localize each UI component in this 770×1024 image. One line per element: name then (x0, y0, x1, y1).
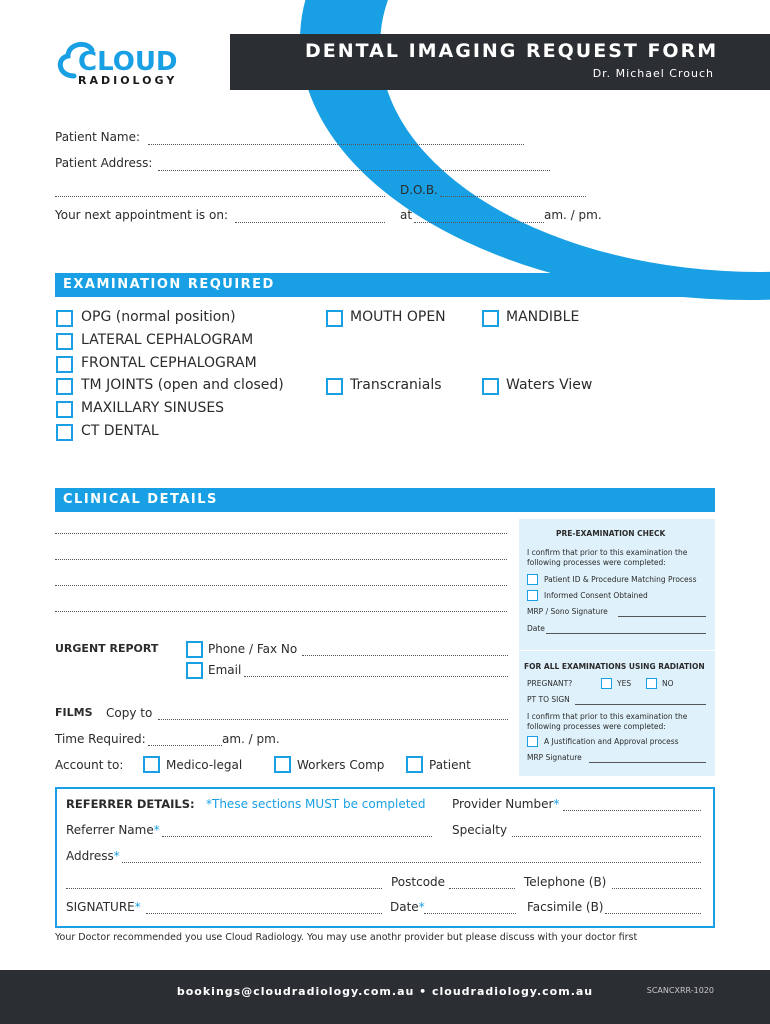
medico-legal-checkbox[interactable] (143, 756, 160, 773)
pre-exam-confirm-1: I confirm that prior to this examination the (527, 548, 688, 557)
pt-to-sign-field[interactable] (575, 704, 706, 705)
copy-to-field[interactable] (158, 719, 508, 720)
address-field[interactable] (122, 862, 701, 863)
maxillary-sinuses-label: MAXILLARY SINUSES (81, 400, 225, 416)
films-label: FILMS (55, 706, 93, 719)
postcode-label: Postcode (391, 875, 446, 889)
urgent-phone-fax-checkbox[interactable] (186, 641, 203, 658)
frontal-ceph-checkbox[interactable] (56, 356, 73, 373)
justification-checkbox[interactable] (527, 736, 538, 747)
phone-fax-label: Phone / Fax No (208, 642, 298, 656)
specialty-label: Specialty (452, 823, 508, 837)
fax-line (623, 106, 714, 117)
justification-label: A Justification and Approval process (544, 737, 679, 746)
address-required: * (113, 849, 120, 863)
referrer-date-label (390, 900, 425, 914)
referrer-name-text: Referrer Name (66, 823, 154, 837)
facsimile-field[interactable] (605, 913, 701, 914)
mrp-sono-field[interactable] (618, 616, 706, 617)
specialty-field[interactable] (512, 836, 701, 837)
address-text: Address (66, 849, 114, 863)
informed-consent-label: Informed Consent Obtained (544, 591, 648, 600)
opg-checkbox[interactable] (56, 310, 73, 327)
doctor-note: Your Doctor recommended you use Cloud Radiology. You may use anothr provider but please discuss with your doctor first (55, 932, 638, 943)
signature-field[interactable] (146, 913, 382, 914)
patient-id-checkbox[interactable] (527, 574, 538, 585)
copy-to-label: Copy to (106, 706, 153, 720)
postcode-field[interactable] (449, 888, 515, 889)
pregnant-no-label: NO (662, 679, 674, 688)
clinical-line-2[interactable] (55, 559, 507, 560)
phone-fax-field[interactable] (302, 655, 508, 656)
workers-comp-checkbox[interactable] (274, 756, 291, 773)
patient-address-field[interactable] (158, 170, 550, 171)
time-required-label: Time Required: (55, 732, 146, 746)
clinical-line-4[interactable] (55, 611, 507, 612)
appointment-date-field[interactable] (235, 222, 385, 223)
referrer-date-required: * (418, 900, 425, 914)
lateral-ceph-label: LATERAL CEPHALOGRAM (81, 332, 254, 348)
account-to-label: Account to: (55, 758, 124, 772)
urgent-email-checkbox[interactable] (186, 662, 203, 679)
patient-name-field[interactable] (148, 144, 524, 145)
radiation-heading: FOR ALL EXAMINATIONS USING RADIATION (524, 662, 705, 671)
clinical-line-3[interactable] (55, 585, 507, 586)
provider-number-field[interactable] (563, 810, 701, 811)
patient-name-label: Patient Name: (55, 130, 141, 144)
required-note: *These sections MUST be completed (206, 797, 426, 811)
email-label: Email (208, 663, 242, 677)
phone-line (627, 93, 714, 104)
signature-required: * (134, 900, 141, 914)
address-label (66, 849, 120, 863)
provider-number-label (452, 797, 559, 811)
radiation-confirm-1: I confirm that prior to this examination the (527, 712, 688, 721)
maxillary-sinuses-checkbox[interactable] (56, 401, 73, 418)
pregnant-yes-checkbox[interactable] (601, 678, 612, 689)
form-code: SCANCXRR-1020 (646, 986, 714, 995)
footer-contact[interactable]: bookings@cloudradiology.com.au • cloudradiology.com.au (176, 985, 594, 998)
logo-radiology-text: RADIOLOGY (78, 74, 178, 87)
transcranials-checkbox[interactable] (326, 378, 343, 395)
patient-id-label: Patient ID & Procedure Matching Process (544, 575, 697, 584)
mrp-signature-label: MRP Signature (527, 753, 582, 762)
referrer-name-required: * (153, 823, 160, 837)
mrp-sono-label: MRP / Sono Signature (527, 607, 608, 616)
time-required-field[interactable] (148, 745, 222, 746)
informed-consent-checkbox[interactable] (527, 590, 538, 601)
mandible-checkbox[interactable] (482, 310, 499, 327)
fax-number: 07 2112 2001 (644, 106, 714, 117)
referrer-name-label (66, 823, 160, 837)
lateral-ceph-checkbox[interactable] (56, 333, 73, 350)
logo-cloud-text: CLOUD (78, 47, 178, 77)
referrer-date-text: Date (390, 900, 419, 914)
form-title: DENTAL IMAGING REQUEST FORM (305, 40, 719, 62)
appointment-time-field[interactable] (414, 222, 544, 223)
clinical-line-1[interactable] (55, 533, 507, 534)
frontal-ceph-label: FRONTAL CEPHALOGRAM (81, 355, 257, 371)
phone-number: 07 2112 2000 (644, 93, 714, 104)
referrer-details-label: REFERRER DETAILS: (66, 797, 195, 811)
ct-dental-label: CT DENTAL (81, 423, 159, 439)
patient-address-field-2[interactable] (55, 196, 385, 197)
signature-label (66, 900, 141, 914)
pre-exam-heading: PRE-EXAMINATION CHECK (556, 529, 666, 538)
dob-field[interactable] (440, 196, 586, 197)
referrer-name-field[interactable] (162, 836, 432, 837)
fax-label: fax (623, 106, 641, 117)
mouth-open-label: MOUTH OPEN (350, 309, 446, 325)
referrer-date-field[interactable] (424, 913, 516, 914)
mrp-signature-field[interactable] (589, 762, 706, 763)
telephone-label: Telephone (B) (524, 875, 607, 889)
address-field-2[interactable] (66, 888, 382, 889)
email-field[interactable] (244, 676, 508, 677)
transcranials-label: Transcranials (350, 377, 442, 393)
pregnant-yes-label: YES (617, 679, 632, 688)
mouth-open-checkbox[interactable] (326, 310, 343, 327)
waters-view-checkbox[interactable] (482, 378, 499, 395)
medico-legal-label: Medico-legal (166, 758, 243, 772)
dob-label: D.O.B. (400, 183, 438, 197)
facsimile-label: Facsimile (B) (527, 900, 604, 914)
signature-text: SIGNATURE (66, 900, 135, 914)
pre-exam-date-label: Date (527, 624, 545, 633)
appointment-label: Your next appointment is on: (55, 208, 228, 222)
urgent-report-label: URGENT REPORT (55, 642, 159, 655)
tm-joints-label: TM JOINTS (open and closed) (81, 377, 284, 393)
patient-account-label: Patient (429, 758, 471, 772)
examination-heading: EXAMINATION REQUIRED (55, 273, 715, 297)
workers-comp-label: Workers Comp (297, 758, 385, 772)
waters-view-label: Waters View (506, 377, 593, 393)
pre-exam-confirm-2: following processes were completed: (527, 558, 666, 567)
phone-label: ph (626, 93, 641, 104)
opg-label: OPG (normal position) (81, 309, 236, 325)
pre-exam-date-field[interactable] (546, 633, 706, 634)
provider-number-required: * (553, 797, 560, 811)
tm-joints-checkbox[interactable] (56, 378, 73, 395)
panel-divider (519, 650, 715, 651)
appointment-ampm-label: am. / pm. (544, 208, 602, 222)
patient-account-checkbox[interactable] (406, 756, 423, 773)
provider-number-text: Provider Number (452, 797, 554, 811)
mandible-label: MANDIBLE (506, 309, 580, 325)
pregnant-label: PREGNANT? (527, 679, 573, 688)
pregnant-no-checkbox[interactable] (646, 678, 657, 689)
time-ampm-label: am. / pm. (222, 732, 280, 746)
radiation-confirm-2: following processes were completed: (527, 722, 666, 731)
telephone-field[interactable] (612, 888, 701, 889)
doctor-name: Dr. Michael Crouch (592, 67, 714, 80)
appointment-at-label: at (400, 208, 413, 222)
ct-dental-checkbox[interactable] (56, 424, 73, 441)
clinical-heading: CLINICAL DETAILS (55, 488, 715, 512)
patient-address-label: Patient Address: (55, 156, 153, 170)
pt-to-sign-label: PT TO SIGN (527, 695, 570, 704)
